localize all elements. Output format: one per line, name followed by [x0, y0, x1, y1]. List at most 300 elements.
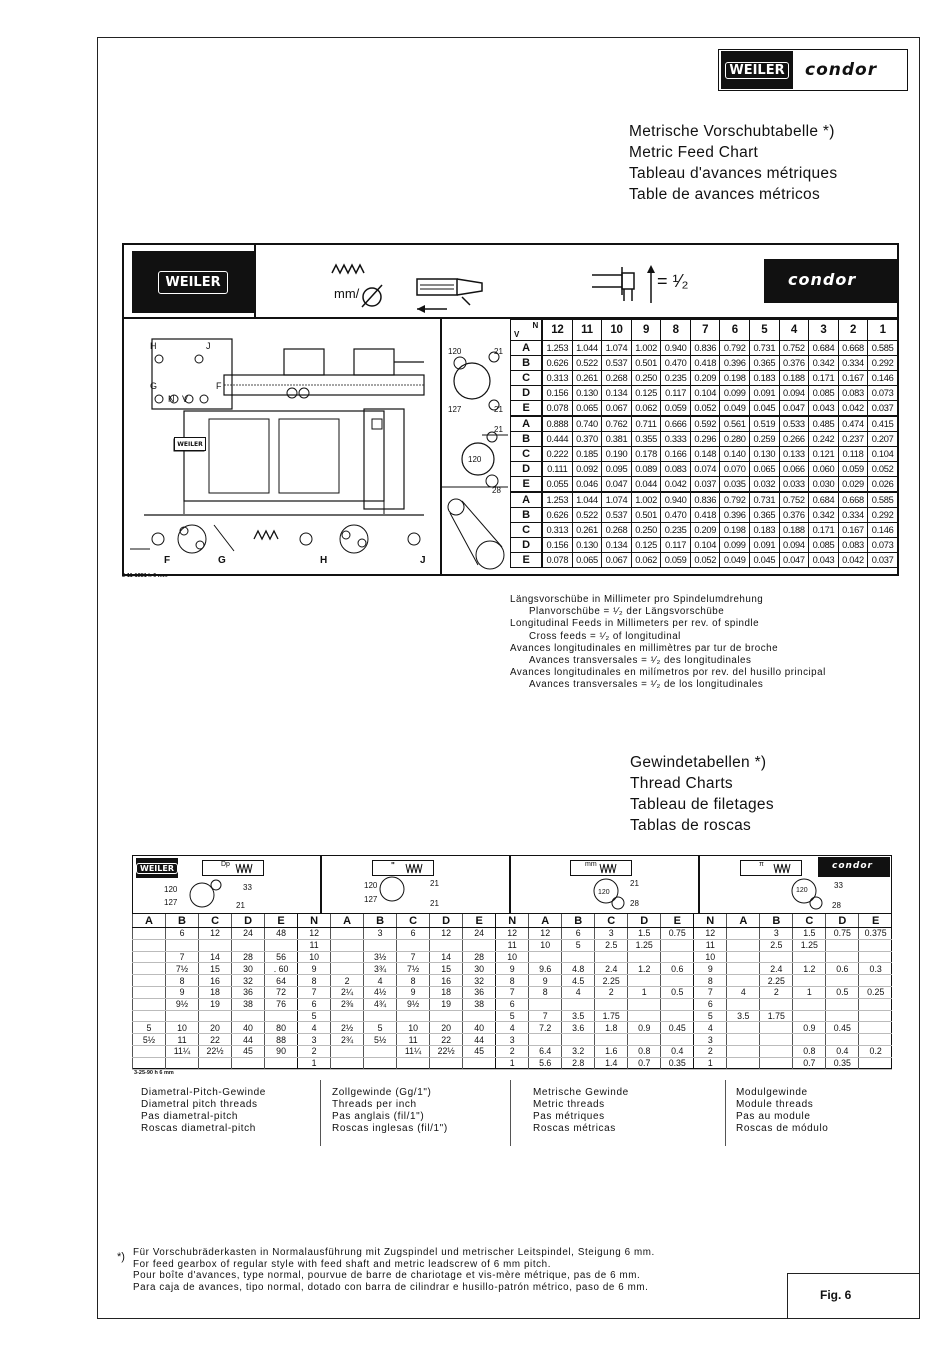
feed-value-cell: 0.030	[809, 477, 839, 493]
thread-value-cell: 45	[463, 1045, 496, 1057]
thread-value-cell	[331, 963, 364, 975]
thread-value-cell: 4	[562, 986, 595, 998]
thread-table-row	[133, 1010, 893, 1022]
feed-value-cell: 0.083	[838, 386, 868, 401]
thread-value-cell: 9.6	[529, 963, 562, 975]
thread-value-cell: 3	[496, 1034, 529, 1046]
feed-value-cell: 0.242	[809, 432, 839, 447]
thread-value-cell: 2½	[331, 1022, 364, 1034]
gear-label: 120	[468, 455, 482, 464]
thread-value-cell: 0.7	[628, 1057, 661, 1069]
feed-value-cell: 0.522	[572, 508, 602, 523]
thread-column-header: B	[760, 914, 793, 928]
thread-value-cell: 5	[496, 1010, 529, 1022]
feed-table-row	[511, 371, 898, 386]
feed-value-cell: 0.592	[690, 416, 720, 432]
lever-label-h: H	[320, 555, 328, 566]
thread-value-cell: 10	[166, 1022, 199, 1034]
thread-table-row	[133, 951, 893, 963]
feed-value-cell: 0.078	[542, 553, 572, 568]
thread-table	[132, 913, 892, 1070]
weiler-logo: WEILER	[136, 858, 178, 878]
thread-value-cell: 2	[595, 986, 628, 998]
condor-logo: condor	[805, 60, 878, 80]
feed-table-row	[511, 341, 898, 356]
caption-inch	[332, 1087, 448, 1135]
gear-label: 21	[236, 901, 245, 910]
feed-value-cell: 0.043	[809, 401, 839, 417]
lever-position-cell: C	[511, 371, 543, 386]
feed-value-cell: 1.002	[631, 492, 661, 508]
thread-value-cell: 11¼	[166, 1045, 199, 1057]
feed-value-cell: 0.130	[572, 538, 602, 553]
feed-value-cell: 0.042	[661, 477, 691, 493]
thread-value-cell	[661, 1010, 694, 1022]
thread-value-cell: 9½	[166, 998, 199, 1010]
thread-value-cell: 11	[496, 939, 529, 951]
thread-value-cell: 2	[331, 975, 364, 987]
thread-value-cell	[826, 998, 859, 1010]
feed-value-cell: 0.045	[750, 401, 780, 417]
feed-value-cell: 0.792	[720, 341, 750, 356]
feed-value-cell: 0.117	[661, 538, 691, 553]
cross-feed-symbol	[562, 253, 722, 311]
feed-value-cell: 0.250	[631, 523, 661, 538]
thread-value-cell: 3	[595, 928, 628, 940]
feed-value-cell: 0.585	[868, 492, 898, 508]
gear-label: 120	[796, 887, 808, 894]
thread-value-cell	[793, 951, 826, 963]
thread-column-header: C	[793, 914, 826, 928]
caption-line: Roscas de módulo	[736, 1123, 829, 1134]
title-line: Tableau d'avances métriques	[629, 165, 838, 182]
gear-label: 21	[430, 899, 439, 908]
lever-position-cell: D	[511, 538, 543, 553]
feed-value-cell: 0.381	[602, 432, 632, 447]
footnote-line: For feed gearbox of regular style with feed shaft and metric leadscrew of 6 mm pitch.	[133, 1258, 552, 1270]
thread-value-cell: 12	[529, 928, 562, 940]
thread-value-cell: 12	[298, 928, 331, 940]
thread-table-row	[133, 1034, 893, 1046]
thread-value-cell: 0.9	[628, 1022, 661, 1034]
thread-column-header: A	[331, 914, 364, 928]
thread-value-cell: 9	[166, 986, 199, 998]
thread-value-cell	[628, 1034, 661, 1046]
thread-column-header: N	[694, 914, 727, 928]
lever-position-cell: B	[511, 508, 543, 523]
thread-value-cell	[199, 1010, 232, 1022]
caption-line: Zollgewinde (Gg/1")	[332, 1087, 432, 1098]
thread-value-cell: 72	[265, 986, 298, 998]
thread-value-cell	[859, 1022, 892, 1034]
thread-value-cell: 12	[694, 928, 727, 940]
thread-value-cell: 1.75	[760, 1010, 793, 1022]
feed-table-row	[511, 432, 898, 447]
footnote-marker: *)	[117, 1251, 125, 1263]
feed-value-cell: 0.355	[631, 432, 661, 447]
feed-value-cell: 0.037	[690, 477, 720, 493]
feed-value-cell: 0.167	[838, 371, 868, 386]
gear-label: 127	[364, 895, 378, 904]
lever-label-g: G	[150, 381, 158, 391]
feed-value-cell: 0.940	[661, 341, 691, 356]
thread-value-cell: 2	[760, 986, 793, 998]
feed-value-cell: 0.052	[868, 462, 898, 477]
thread-value-cell: 19	[430, 998, 463, 1010]
thread-value-cell	[859, 1057, 892, 1069]
thread-value-cell: 6	[397, 928, 430, 940]
thread-value-cell: 3	[694, 1034, 727, 1046]
feed-value-cell: 0.117	[661, 386, 691, 401]
thread-value-cell	[562, 998, 595, 1010]
feed-value-cell: 0.190	[602, 447, 632, 462]
thread-value-cell: 4¾	[364, 998, 397, 1010]
thread-value-cell: 1.4	[595, 1057, 628, 1069]
figure-code: 3-11-1381 h 6 mm	[122, 573, 168, 579]
thread-value-cell: 10	[529, 939, 562, 951]
feed-value-cell: 0.668	[838, 341, 868, 356]
thread-value-cell	[661, 951, 694, 963]
feed-value-cell: 0.183	[750, 371, 780, 386]
thread-value-cell	[760, 951, 793, 963]
thread-value-cell: 1.5	[793, 928, 826, 940]
thread-value-cell: 0.8	[793, 1045, 826, 1057]
feed-value-cell: 0.118	[838, 447, 868, 462]
thread-value-cell: 64	[265, 975, 298, 987]
thread-column-header: D	[628, 914, 661, 928]
caption-divider	[510, 1080, 511, 1146]
feed-table-row	[511, 447, 898, 462]
feed-value-cell: 0.519	[750, 416, 780, 432]
corner-v: V	[514, 330, 520, 339]
thread-value-cell: 0.7	[793, 1057, 826, 1069]
thread-value-cell	[859, 975, 892, 987]
feed-value-cell: 0.148	[690, 447, 720, 462]
lever-position-cell: E	[511, 553, 543, 568]
thread-value-cell	[430, 1010, 463, 1022]
caption-module	[736, 1087, 828, 1135]
thread-value-cell: 0.5	[826, 986, 859, 998]
thread-value-cell	[232, 1010, 265, 1022]
feed-column-header: 7	[690, 320, 720, 341]
feed-value-cell: 0.091	[750, 386, 780, 401]
thread-value-cell	[331, 1045, 364, 1057]
thread-icon-module: π	[740, 860, 802, 876]
feed-value-cell: 0.066	[779, 462, 809, 477]
feed-value-cell: 0.752	[779, 492, 809, 508]
thread-value-cell	[232, 939, 265, 951]
thread-value-cell: 22½	[430, 1045, 463, 1057]
feed-column-header: 6	[720, 320, 750, 341]
feed-table-row	[511, 538, 898, 553]
gear-label: 120	[364, 881, 378, 890]
feed-notes	[510, 594, 826, 692]
feed-value-cell: 0.396	[720, 508, 750, 523]
thread-value-cell: 8	[496, 975, 529, 987]
thread-value-cell: 32	[232, 975, 265, 987]
thread-column-header: B	[562, 914, 595, 928]
feed-value-cell: 0.156	[542, 538, 572, 553]
title-line: Tableau de filetages	[630, 796, 774, 813]
thread-value-cell	[628, 975, 661, 987]
thread-value-cell	[133, 951, 166, 963]
feed-value-cell: 0.370	[572, 432, 602, 447]
thread-column-header: A	[133, 914, 166, 928]
feed-value-cell: 0.684	[809, 492, 839, 508]
thread-value-cell: 0.4	[661, 1045, 694, 1057]
thread-value-cell	[727, 963, 760, 975]
feed-value-cell: 0.731	[750, 341, 780, 356]
thread-value-cell: 5	[694, 1010, 727, 1022]
thread-column-header: E	[265, 914, 298, 928]
thread-value-cell: 0.2	[859, 1045, 892, 1057]
caption-line: Pas métriques	[533, 1111, 605, 1122]
thread-value-cell: 9	[397, 986, 430, 998]
thread-value-cell	[133, 1045, 166, 1057]
feed-value-cell: 0.266	[779, 432, 809, 447]
thread-value-cell: 4.8	[562, 963, 595, 975]
thread-value-cell	[331, 951, 364, 963]
thread-value-cell: 76	[265, 998, 298, 1010]
thread-value-cell: 2.25	[595, 975, 628, 987]
gear-label: 21	[494, 425, 503, 434]
thread-value-cell	[331, 1057, 364, 1069]
footnote-line: Pour boîte d'avances, type normal, pourvue de barre de chariotage et vis-mère métrique, pas de 6 mm.	[133, 1270, 641, 1282]
feed-value-cell: 0.099	[720, 538, 750, 553]
feed-value-cell: 0.046	[572, 477, 602, 493]
feed-value-cell: 0.133	[779, 447, 809, 462]
thread-value-cell: 4	[694, 1022, 727, 1034]
lever-position-cell: E	[511, 401, 543, 417]
note-line: Avances longitudinales en millimètres par tur de broche	[510, 642, 779, 654]
feed-value-cell: 0.626	[542, 356, 572, 371]
feed-value-cell: 0.334	[838, 356, 868, 371]
thread-value-cell	[793, 1010, 826, 1022]
feed-value-cell: 0.250	[631, 371, 661, 386]
thread-value-cell: 1	[628, 986, 661, 998]
thread-value-cell: 14	[430, 951, 463, 963]
thread-value-cell: 6	[694, 998, 727, 1010]
thread-value-cell	[529, 951, 562, 963]
thread-value-cell	[595, 1034, 628, 1046]
weiler-logo: WEILER	[721, 51, 793, 89]
thread-table-row	[133, 975, 893, 987]
thread-value-cell: 5	[133, 1022, 166, 1034]
feed-column-header: 12	[542, 320, 572, 341]
lever-label-n: N	[168, 394, 175, 404]
feed-table-row	[511, 356, 898, 371]
feed-value-cell: 0.045	[750, 553, 780, 568]
feed-value-cell: 0.188	[779, 371, 809, 386]
caption-line: Roscas inglesas (fil/1")	[332, 1123, 448, 1134]
thread-value-cell	[760, 1034, 793, 1046]
feed-value-cell: 1.253	[542, 492, 572, 508]
thread-value-cell: 44	[232, 1034, 265, 1046]
header-divider	[254, 245, 256, 317]
thread-value-cell	[133, 928, 166, 940]
feed-value-cell: 0.259	[750, 432, 780, 447]
feed-value-cell: 0.070	[720, 462, 750, 477]
feed-value-cell: 0.089	[631, 462, 661, 477]
thread-value-cell: 11¼	[397, 1045, 430, 1057]
feed-value-cell: 0.166	[661, 447, 691, 462]
thread-value-cell	[430, 939, 463, 951]
lever-position-cell: D	[511, 386, 543, 401]
feed-value-cell: 0.333	[661, 432, 691, 447]
thread-value-cell	[166, 939, 199, 951]
lathe-illustration	[124, 319, 440, 574]
feed-value-cell: 0.104	[690, 386, 720, 401]
thread-value-cell: 3.6	[562, 1022, 595, 1034]
feed-value-cell: 0.134	[602, 538, 632, 553]
caption-divider	[725, 1080, 726, 1146]
thread-value-cell	[199, 939, 232, 951]
feed-value-cell: 0.047	[779, 553, 809, 568]
thread-value-cell: 6	[166, 928, 199, 940]
footnote-line: Für Vorschubräderkasten in Normalausführung mit Zugspindel und metrischer Leitspindel, Steigung 6 mm.	[133, 1247, 655, 1258]
thread-value-cell: 9	[496, 963, 529, 975]
feed-value-cell: 0.091	[750, 538, 780, 553]
title-line: Thread Charts	[630, 775, 733, 792]
feed-chart-titles	[629, 121, 837, 205]
thread-value-cell: 5½	[133, 1034, 166, 1046]
thread-value-cell: 2⅜	[331, 998, 364, 1010]
thread-value-cell: 15	[199, 963, 232, 975]
thread-value-cell	[628, 998, 661, 1010]
feed-value-cell: 0.268	[602, 523, 632, 538]
feed-value-cell: 0.078	[542, 401, 572, 417]
lever-position-cell: A	[511, 416, 543, 432]
thread-value-cell	[859, 1010, 892, 1022]
spring-feed-icon	[322, 257, 502, 313]
caption-dp	[141, 1087, 266, 1135]
feed-value-cell: 0.171	[809, 371, 839, 386]
cross-slide-icon	[562, 253, 722, 311]
thread-value-cell: 6	[496, 998, 529, 1010]
feed-table-row	[511, 508, 898, 523]
thread-value-cell: 0.35	[661, 1057, 694, 1069]
thread-value-cell: 0.25	[859, 986, 892, 998]
thread-value-cell	[661, 998, 694, 1010]
feed-table-row	[511, 462, 898, 477]
feed-value-cell: 0.198	[720, 523, 750, 538]
gear-train-icon	[442, 319, 508, 574]
thread-value-cell	[133, 1057, 166, 1069]
thread-value-cell	[661, 975, 694, 987]
thread-value-cell	[529, 998, 562, 1010]
thread-value-cell	[826, 951, 859, 963]
thread-value-cell	[529, 1034, 562, 1046]
thread-column-header: N	[496, 914, 529, 928]
thread-value-cell: 4.5	[562, 975, 595, 987]
feed-value-cell: 0.209	[690, 523, 720, 538]
footnote-line: Para caja de avances, tipo normal, dotado con barra de cilindrar e husillo-patrón métrico, paso de 6 mm.	[133, 1281, 649, 1293]
feed-value-cell: 0.035	[720, 477, 750, 493]
thread-value-cell: 5	[364, 1022, 397, 1034]
feed-value-cell: 0.396	[720, 356, 750, 371]
feed-value-cell: 0.365	[750, 356, 780, 371]
feed-value-cell: 0.752	[779, 341, 809, 356]
thread-column-header: D	[232, 914, 265, 928]
thread-value-cell: 18	[430, 986, 463, 998]
feed-value-cell: 0.415	[868, 416, 898, 432]
thread-table-row	[133, 1022, 893, 1034]
thread-value-cell: 11	[166, 1034, 199, 1046]
thread-value-cell: 5	[562, 939, 595, 951]
title-line: Tablas de roscas	[630, 817, 752, 834]
feed-value-cell: 0.049	[720, 553, 750, 568]
thread-value-cell	[595, 998, 628, 1010]
thread-value-cell: 9	[529, 975, 562, 987]
feed-value-cell: 0.711	[631, 416, 661, 432]
figure-label: Fig. 6	[820, 1288, 852, 1302]
title-line: Table de avances métricos	[629, 186, 821, 203]
thread-column-header: E	[661, 914, 694, 928]
thread-value-cell: 36	[232, 986, 265, 998]
feed-value-cell: 0.052	[690, 553, 720, 568]
thread-value-cell: 3.5	[562, 1010, 595, 1022]
thread-value-cell	[793, 1034, 826, 1046]
thread-value-cell: 3	[364, 928, 397, 940]
note-line: Längsvorschübe in Millimeter pro Spindelumdrehung	[510, 594, 764, 605]
note-line: Avances longitudinales en milímetros por rev. del husillo principal	[510, 667, 826, 679]
thread-value-cell: 2.4	[760, 963, 793, 975]
lever-label-h: H	[150, 341, 157, 351]
thread-value-cell: 5	[298, 1010, 331, 1022]
feed-value-cell: 1.002	[631, 341, 661, 356]
thread-value-cell: 38	[463, 998, 496, 1010]
feed-table-row	[511, 416, 898, 432]
lever-position-cell: A	[511, 492, 543, 508]
thread-value-cell: 0.6	[661, 963, 694, 975]
feed-value-cell: 0.561	[720, 416, 750, 432]
thread-value-cell	[562, 951, 595, 963]
thread-value-cell: 20	[430, 1022, 463, 1034]
thread-value-cell	[364, 939, 397, 951]
thread-value-cell: 30	[232, 963, 265, 975]
thread-value-cell	[397, 939, 430, 951]
feed-value-cell: 1.253	[542, 341, 572, 356]
thread-value-cell: 0.6	[826, 963, 859, 975]
thread-value-cell	[826, 1010, 859, 1022]
thread-value-cell: 28	[232, 951, 265, 963]
thread-value-cell	[133, 998, 166, 1010]
caption-line: Pas au module	[736, 1111, 811, 1122]
feed-symbol	[322, 257, 502, 313]
feed-value-cell: 0.026	[868, 477, 898, 493]
feed-value-cell: 0.062	[631, 553, 661, 568]
thread-value-cell: 12	[496, 928, 529, 940]
feed-value-cell: 0.033	[779, 477, 809, 493]
thread-value-cell: 0.4	[826, 1045, 859, 1057]
thread-value-cell: 10	[397, 1022, 430, 1034]
feed-value-cell: 0.130	[750, 447, 780, 462]
thread-value-cell: 15	[430, 963, 463, 975]
thread-value-cell: 5½	[364, 1034, 397, 1046]
thread-value-cell	[265, 1010, 298, 1022]
thread-value-cell: 6.4	[529, 1045, 562, 1057]
feed-value-cell: 0.261	[572, 523, 602, 538]
condor-logo: condor	[832, 861, 873, 871]
feed-value-cell: 0.156	[542, 386, 572, 401]
thread-value-cell: 11	[397, 1034, 430, 1046]
thread-value-cell: 16	[199, 975, 232, 987]
feed-value-cell: 0.501	[631, 508, 661, 523]
feed-table-row	[511, 492, 898, 508]
thread-column-header: D	[430, 914, 463, 928]
thread-value-cell	[760, 998, 793, 1010]
thread-value-cell	[628, 1010, 661, 1022]
